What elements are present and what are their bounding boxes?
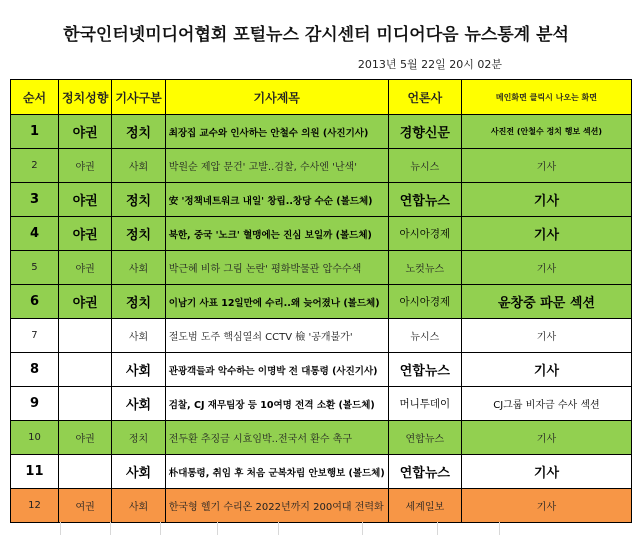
table-row xyxy=(11,489,632,523)
screen-cell: 기사 xyxy=(461,421,631,455)
title-cell[interactable]: 전두환 추징금 시효임박..전국서 환수 촉구 xyxy=(165,421,388,455)
lean-cell: 야권 xyxy=(58,285,111,319)
order-cell: 5 xyxy=(11,251,59,285)
press-cell: 뉴시스 xyxy=(388,149,461,183)
title-cell[interactable]: 관광객들과 악수하는 이명박 전 대통령 (사진기사) xyxy=(165,353,388,387)
lean-cell: 여권 xyxy=(58,489,111,523)
header-category: 기사구분 xyxy=(112,80,165,115)
screen-cell: 기사 xyxy=(461,149,631,183)
press-cell: 머니투데이 xyxy=(388,387,461,421)
table-row xyxy=(11,183,632,217)
lean-cell: 야권 xyxy=(58,115,111,149)
order-cell: 3 xyxy=(11,183,59,217)
title-cell[interactable]: 한국형 헬기 수리온 2022년까지 200여대 전력화 xyxy=(165,489,388,523)
press-cell: 연합뉴스 xyxy=(388,421,461,455)
table-row xyxy=(11,387,632,421)
lean-cell: 야권 xyxy=(58,421,111,455)
title-cell[interactable]: 북한, 중국 '노크' 혈맹에는 진심 보일까 (볼드체) xyxy=(165,217,388,251)
category-cell: 사회 xyxy=(112,387,165,421)
lean-cell xyxy=(58,387,111,421)
table-row xyxy=(11,319,632,353)
order-cell: 11 xyxy=(11,455,59,489)
category-cell: 정치 xyxy=(112,183,165,217)
press-cell: 연합뉴스 xyxy=(388,455,461,489)
report-title: 한국인터넷미디어협회 포털뉴스 감시센터 미디어다음 뉴스통계 분석 xyxy=(63,25,569,45)
lean-cell xyxy=(58,455,111,489)
category-cell: 사회 xyxy=(112,353,165,387)
title-cell[interactable]: 安 '정책네트워크 내일' 창립..창당 수순 (볼드체) xyxy=(165,183,388,217)
header-order: 순서 xyxy=(11,80,59,115)
category-cell: 정치 xyxy=(112,217,165,251)
screen-cell: 기사 xyxy=(461,319,631,353)
category-cell: 사회 xyxy=(112,455,165,489)
category-cell: 사회 xyxy=(112,319,165,353)
header-title: 기사제목 xyxy=(165,80,388,115)
press-cell: 연합뉴스 xyxy=(388,353,461,387)
order-cell: 4 xyxy=(11,217,59,251)
press-cell: 연합뉴스 xyxy=(388,183,461,217)
press-cell: 뉴시스 xyxy=(388,319,461,353)
news-stats-table xyxy=(10,79,632,523)
title-cell[interactable]: 이남기 사표 12일만에 수리..왜 늦어졌나 (볼드체) xyxy=(165,285,388,319)
lean-cell: 야권 xyxy=(58,217,111,251)
order-cell: 6 xyxy=(11,285,59,319)
screen-cell: 기사 xyxy=(461,217,631,251)
screen-cell: 사진전 (안철수 정치 행보 섹션) xyxy=(461,115,631,149)
category-cell: 정치 xyxy=(112,115,165,149)
order-cell: 9 xyxy=(11,387,59,421)
table-row xyxy=(11,285,632,319)
table-header-row xyxy=(11,80,632,115)
screen-cell: 기사 xyxy=(461,489,631,523)
order-cell: 10 xyxy=(11,421,59,455)
table-row xyxy=(11,115,632,149)
title-cell[interactable]: 박원순 제압 문건' 고발..검찰, 수사엔 '난색' xyxy=(165,149,388,183)
lean-cell: 야권 xyxy=(58,183,111,217)
table-row xyxy=(11,353,632,387)
order-cell: 8 xyxy=(11,353,59,387)
lean-cell: 야권 xyxy=(58,251,111,285)
title-cell[interactable]: 절도범 도주 핵심열쇠 CCTV 檢 '공개불가' xyxy=(165,319,388,353)
screen-cell: 기사 xyxy=(461,251,631,285)
screen-cell: 기사 xyxy=(461,455,631,489)
category-cell: 정치 xyxy=(112,421,165,455)
title-cell[interactable]: 朴대통령, 취임 후 처음 군복차림 안보행보 (볼드체) xyxy=(165,455,388,489)
order-cell: 7 xyxy=(11,319,59,353)
screen-cell: 기사 xyxy=(461,353,631,387)
lean-cell xyxy=(58,353,111,387)
press-cell: 아시아경제 xyxy=(388,285,461,319)
title-cell[interactable]: 검찰, CJ 재무팀장 등 10여명 전격 소환 (볼드체) xyxy=(165,387,388,421)
order-cell: 2 xyxy=(11,149,59,183)
table-row xyxy=(11,217,632,251)
screen-cell: CJ그룹 비자금 수사 섹션 xyxy=(461,387,631,421)
order-cell: 1 xyxy=(11,115,59,149)
table-row xyxy=(11,455,632,489)
press-cell: 노컷뉴스 xyxy=(388,251,461,285)
category-cell: 사회 xyxy=(112,149,165,183)
table-row xyxy=(11,149,632,183)
screen-cell: 윤창중 파문 섹션 xyxy=(461,285,631,319)
header-lean: 정치성향 xyxy=(58,80,111,115)
lean-cell xyxy=(58,319,111,353)
order-cell: 12 xyxy=(11,489,59,523)
category-cell: 사회 xyxy=(112,489,165,523)
category-cell: 정치 xyxy=(112,285,165,319)
press-cell: 경향신문 xyxy=(388,115,461,149)
lean-cell: 야권 xyxy=(58,149,111,183)
header-screen: 메인화면 클릭시 나오는 화면 xyxy=(461,80,631,115)
title-cell[interactable]: 최장집 교수와 인사하는 안철수 의원 (사진기사) xyxy=(165,115,388,149)
header-press: 언론사 xyxy=(388,80,461,115)
screen-cell: 기사 xyxy=(461,183,631,217)
table-row xyxy=(11,421,632,455)
table-row xyxy=(11,251,632,285)
press-cell: 아시아경제 xyxy=(388,217,461,251)
title-cell[interactable]: 박근혜 비하 그림 논란' 평화박물관 압수수색 xyxy=(165,251,388,285)
report-date: 2013년 5월 22일 20시 02분 xyxy=(357,58,502,71)
press-cell: 세계일보 xyxy=(388,489,461,523)
category-cell: 사회 xyxy=(112,251,165,285)
